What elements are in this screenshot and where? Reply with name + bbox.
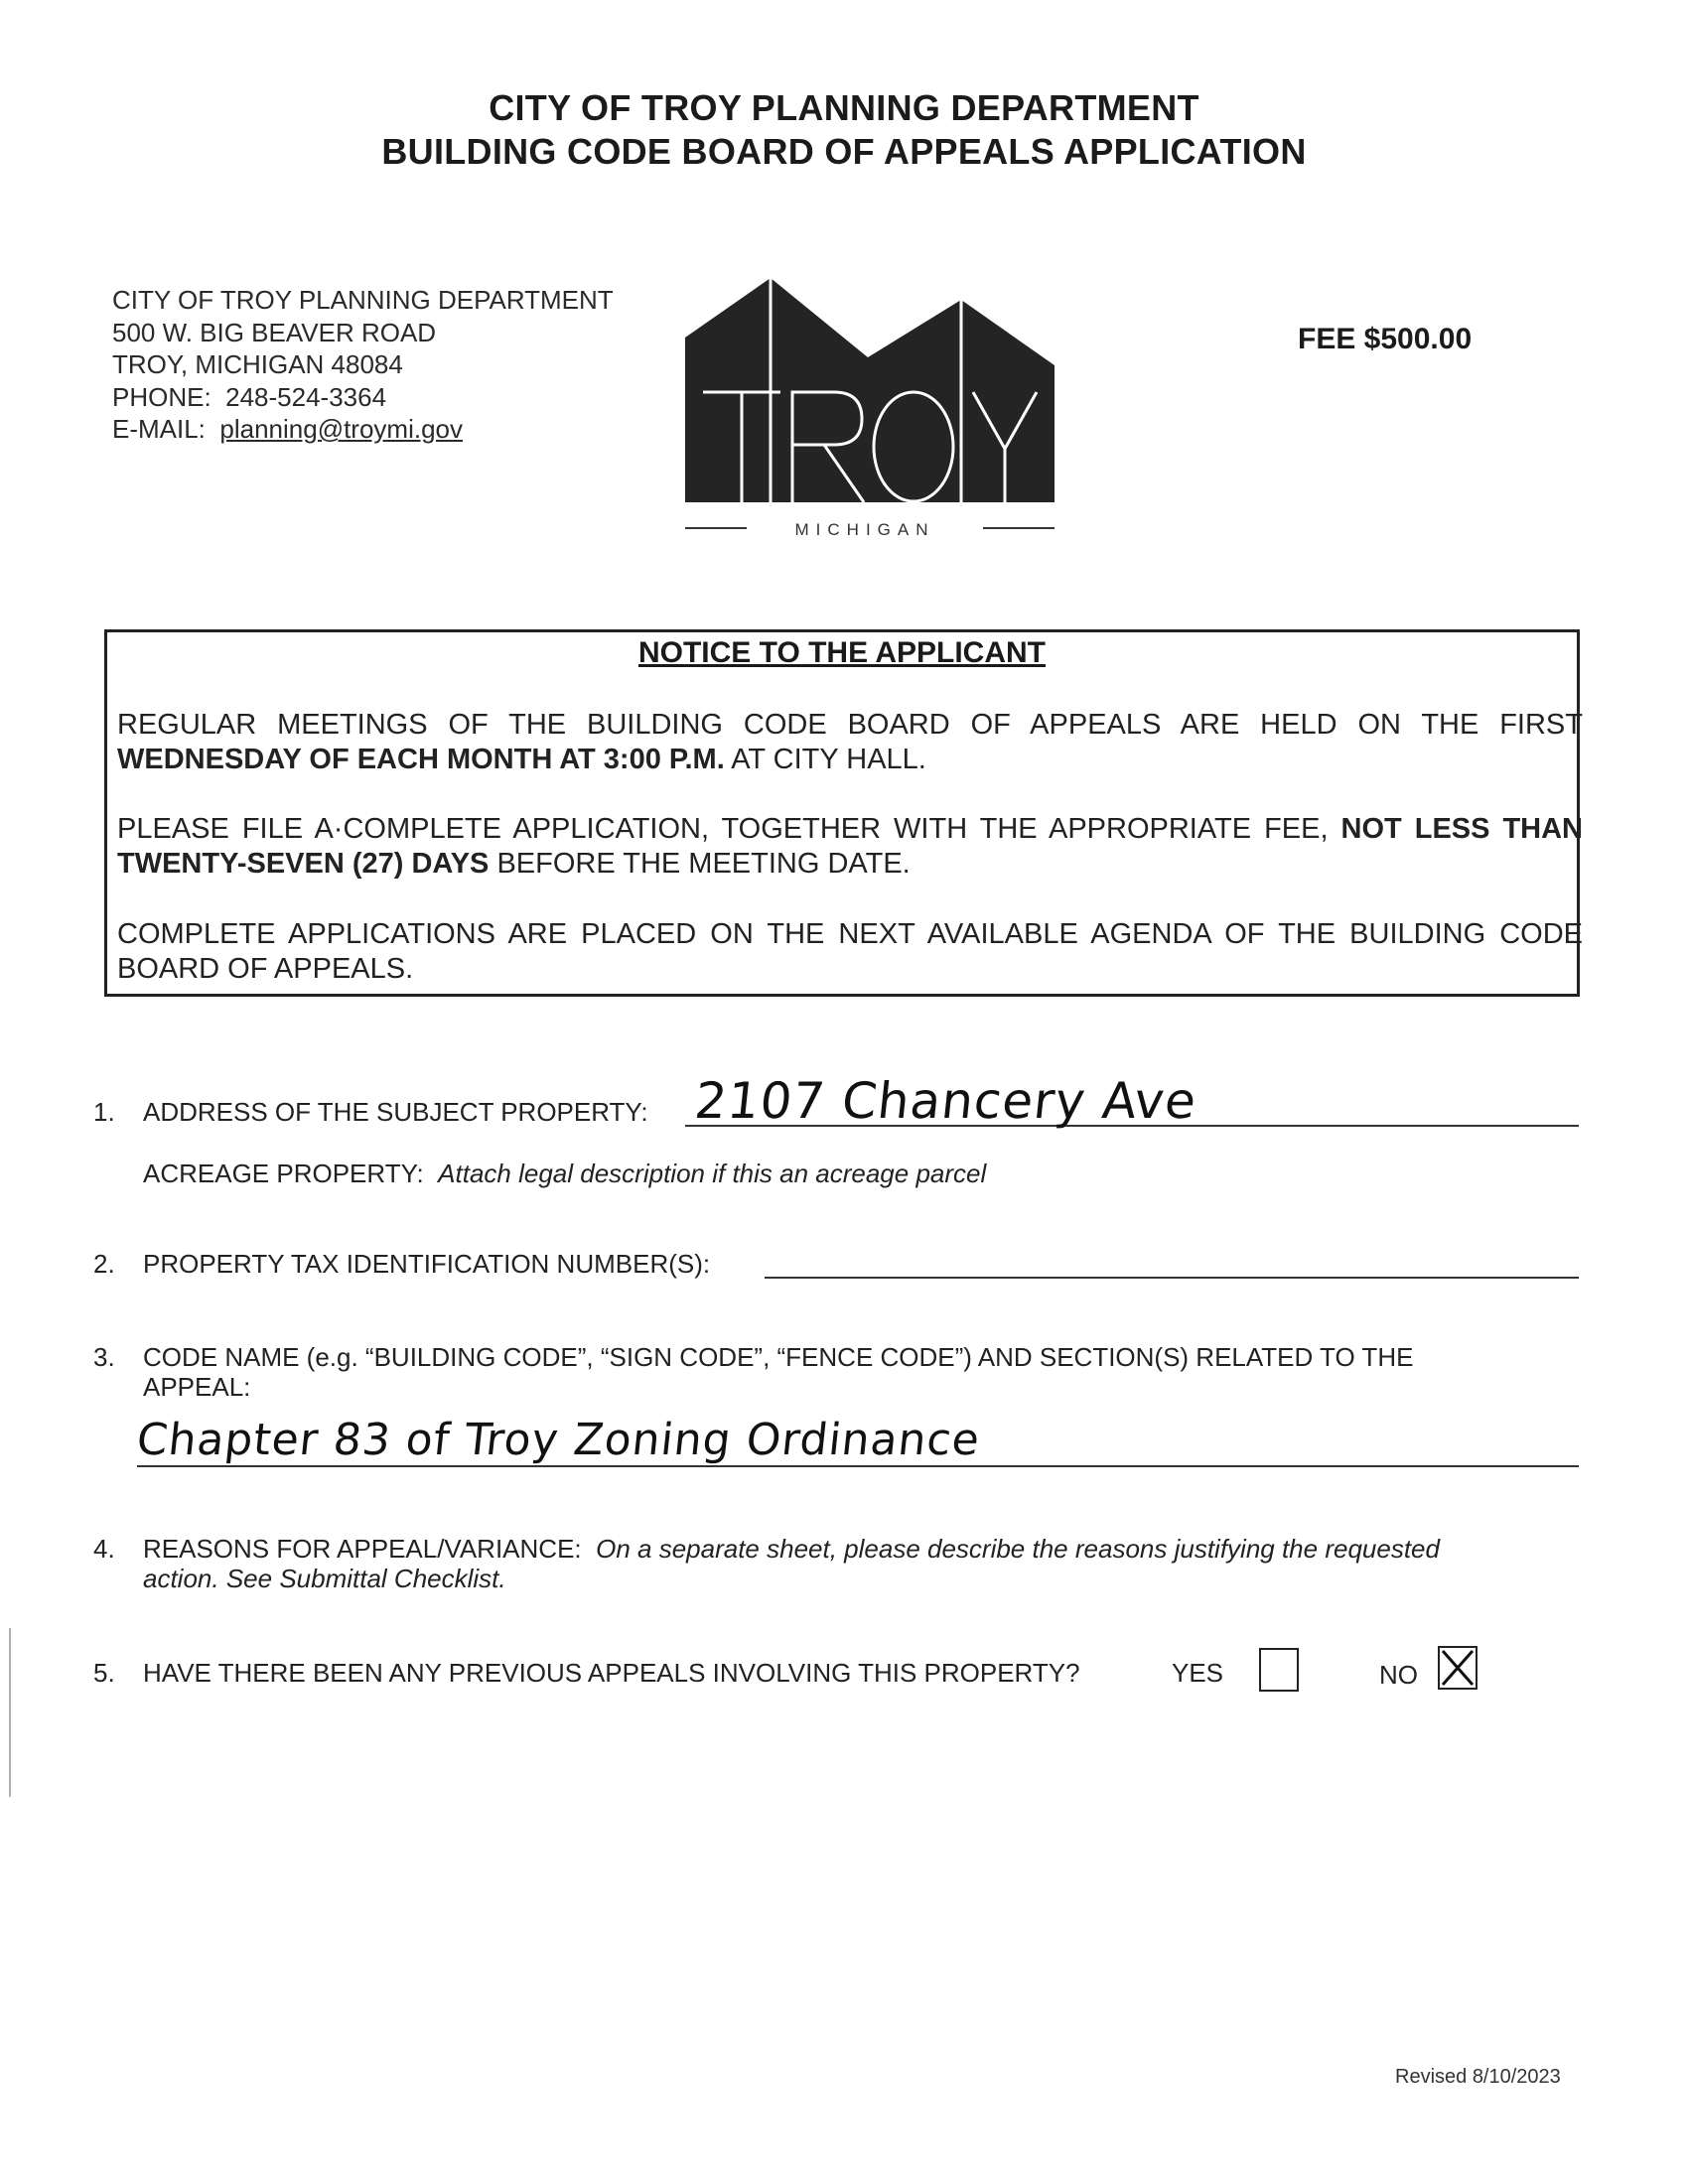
scan-edge-mark <box>8 1628 14 1797</box>
notice-p2-text: PLEASE FILE A·COMPLETE APPLICATION, TOGETHER WITH THE APPROPRIATE FEE, <box>117 813 1341 845</box>
code-name-field-line <box>137 1465 1579 1467</box>
contact-phone-row <box>112 381 614 414</box>
logo-subtitle: MICHIGAN <box>794 520 935 538</box>
notice-p1-end: AT CITY HALL. <box>724 744 926 775</box>
troy-logo <box>685 278 1055 538</box>
fee-amount: FEE $500.00 <box>1298 323 1473 355</box>
revision-date: Revised 8/10/2023 <box>1395 2066 1561 2088</box>
reasons-note-line1: On a separate sheet, please describe the reasons justifying the requested <box>596 1534 1440 1564</box>
address-label: ADDRESS OF THE SUBJECT PROPERTY: <box>143 1097 648 1127</box>
item-4-number: 4. <box>93 1534 115 1564</box>
notice-p2-end: BEFORE THE MEETING DATE. <box>489 848 911 880</box>
acreage-row <box>143 1159 986 1188</box>
yes-checkbox[interactable] <box>1259 1648 1299 1692</box>
item-3-number: 3. <box>93 1342 115 1372</box>
notice-p1-bold: WEDNESDAY OF EACH MONTH AT 3:00 P.M. <box>117 744 725 775</box>
yes-label: YES <box>1172 1658 1224 1688</box>
notice-p1-text: REGULAR MEETINGS OF THE BUILDING CODE BOARD OF APPEALS ARE HELD ON THE FIRST <box>117 709 1583 741</box>
reasons-block <box>143 1534 1583 1593</box>
reasons-note-line2: action. See Submittal Checklist. <box>143 1564 506 1593</box>
item-1-number: 1. <box>93 1097 115 1127</box>
contact-city: TROY, MICHIGAN 48084 <box>112 349 403 379</box>
contact-street: 500 W. BIG BEAVER ROAD <box>112 317 437 347</box>
tax-id-field-line <box>765 1277 1579 1279</box>
email-label: E-MAIL: <box>112 414 206 444</box>
contact-email-row <box>112 413 614 446</box>
notice-p2-bold: NOT LESS THAN TWENTY-SEVEN (27) DAYS <box>117 813 1583 880</box>
notice-box <box>104 629 1583 997</box>
code-name-label <box>143 1342 1413 1402</box>
contact-block <box>112 284 614 446</box>
address-field-value[interactable]: 2107 Chancery Ave <box>691 1072 1200 1130</box>
no-checkbox[interactable] <box>1438 1646 1477 1690</box>
notice-paragraph-2 <box>117 812 1583 882</box>
item-5-number: 5. <box>93 1658 115 1688</box>
phone-label: PHONE: <box>112 381 211 412</box>
page-title-line1: CITY OF TROY PLANNING DEPARTMENT <box>489 87 1199 128</box>
item-2-number: 2. <box>93 1249 115 1279</box>
code-name-field-value[interactable]: Chapter 83 of Troy Zoning Ordinance <box>134 1415 983 1465</box>
checkmark-x-icon <box>1440 1648 1476 1688</box>
notice-paragraph-1 <box>117 708 1583 777</box>
acreage-label: ACREAGE PROPERTY: <box>143 1159 424 1188</box>
code-name-label-line1: CODE NAME (e.g. “BUILDING CODE”, “SIGN CODE”, “FENCE CODE”) AND SECTION(S) RELATED TO THE <box>143 1342 1414 1372</box>
page-title-line2: BUILDING CODE BOARD OF APPEALS APPLICATION <box>381 131 1307 172</box>
email-link[interactable]: planning@troymi.gov <box>219 414 464 444</box>
contact-department: CITY OF TROY PLANNING DEPARTMENT <box>112 285 614 315</box>
acreage-note: Attach legal description if this an acreage parcel <box>438 1159 987 1188</box>
reasons-label: REASONS FOR APPEAL/VARIANCE: <box>143 1534 582 1564</box>
phone-number: 248-524-3364 <box>225 381 387 412</box>
code-name-label-line2: APPEAL: <box>143 1372 251 1402</box>
no-label: NO <box>1379 1660 1418 1690</box>
notice-paragraph-3: COMPLETE APPLICATIONS ARE PLACED ON THE NEXT AVAILABLE AGENDA OF THE BUILDING CODE BOARD OF APPEALS. <box>117 918 1583 985</box>
notice-title: NOTICE TO THE APPLICANT <box>637 636 1046 669</box>
tax-id-label: PROPERTY TAX IDENTIFICATION NUMBER(S): <box>143 1249 711 1279</box>
previous-appeals-label: HAVE THERE BEEN ANY PREVIOUS APPEALS INVOLVING THIS PROPERTY? <box>143 1658 1080 1688</box>
